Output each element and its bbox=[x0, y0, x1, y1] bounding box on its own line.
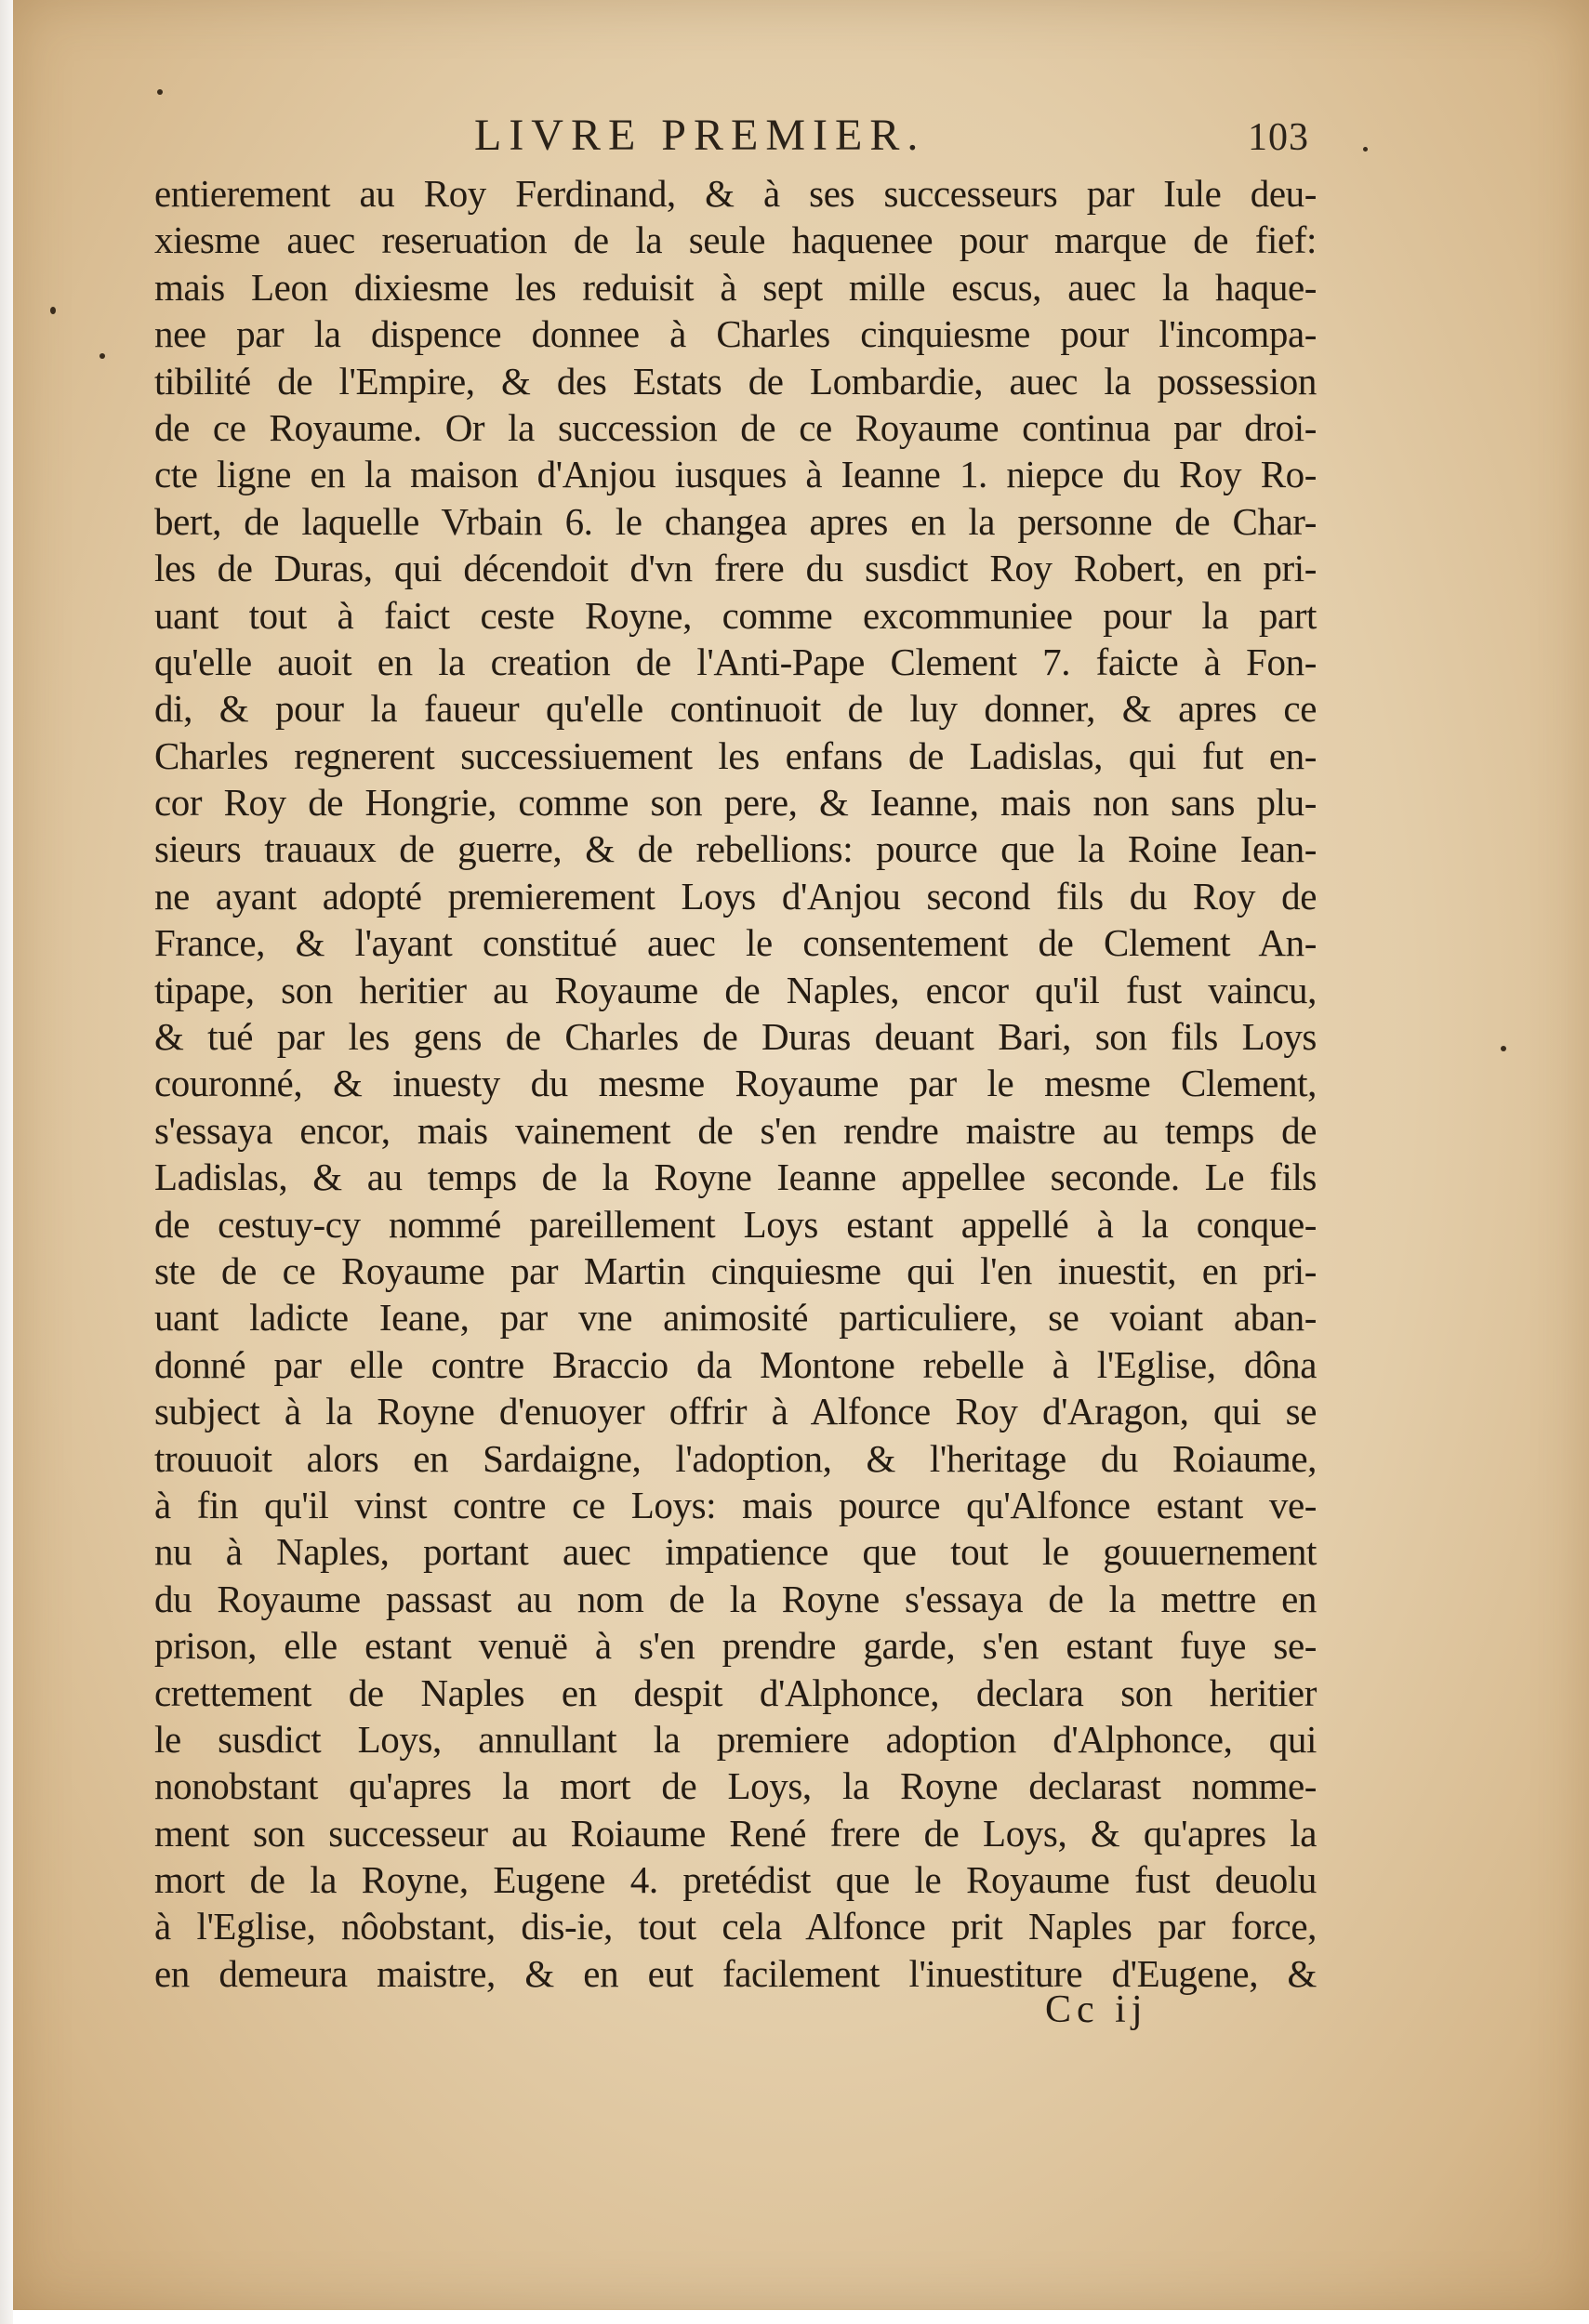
text-line: uant ladicte Ieane, par vne animosité particuliere, se voiant aban- bbox=[154, 1296, 1317, 1340]
text-line: cor Roy de Hongrie, comme son pere, & Ieanne, mais non sans plu- bbox=[154, 781, 1317, 825]
text-line: tibilité de l'Empire, & des Estats de Lombardie, auec la possession bbox=[154, 359, 1317, 403]
text-line: en demeura maistre, & en eut facilement l'inuestiture d'Eugene, & bbox=[154, 1951, 1317, 1995]
ink-spot bbox=[1363, 147, 1368, 152]
page-edge bbox=[0, 0, 13, 2324]
text-line: subject à la Royne d'enuoyer offrir à Alfonce Roy d'Aragon, qui se bbox=[154, 1390, 1317, 1433]
text-line: les de Duras, qui décendoit d'vn frere du susdict Roy Robert, en pri- bbox=[154, 547, 1317, 590]
text-line: ment son successeur au Roiaume René frere de Loys, & qu'apres la bbox=[154, 1811, 1317, 1855]
text-line: ne ayant adopté premierement Loys d'Anjou second fils du Roy de bbox=[154, 874, 1317, 918]
page-number: 103 bbox=[1248, 116, 1309, 159]
text-line: Charles regnerent successiuement les enfans de Ladislas, qui fut en- bbox=[154, 733, 1317, 777]
text-line: le susdict Loys, annullant la premiere adoption d'Alphonce, qui bbox=[154, 1717, 1317, 1761]
ink-spot bbox=[50, 307, 56, 314]
text-line: de cestuy-cy nommé pareillement Loys estant appellé à la conque- bbox=[154, 1202, 1317, 1246]
text-line: ste de ce Royaume par Martin cinquiesme qui l'en inuestit, en pri- bbox=[154, 1248, 1317, 1292]
ink-spot bbox=[157, 89, 163, 95]
ink-spot bbox=[1501, 1046, 1506, 1051]
text-line: couronné, & inuesty du mesme Royaume par le mesme Clement, bbox=[154, 1062, 1317, 1105]
text-line: cte ligne en la maison d'Anjou iusques à Ieanne 1. niepce du Roy Ro- bbox=[154, 453, 1317, 496]
text-line: Ladislas, & au temps de la Royne Ieanne appellee seconde. Le fils bbox=[154, 1155, 1317, 1199]
text-line: mais Leon dixiesme les reduisit à sept mille escus, auec la haque- bbox=[154, 265, 1317, 309]
text-line: tipape, son heritier au Royaume de Naples, encor qu'il fust vaincu, bbox=[154, 968, 1317, 1011]
text-line: uant tout à faict ceste Royne, comme excommuniee pour la part bbox=[154, 593, 1317, 637]
text-line: à l'Eglise, nôobstant, dis-ie, tout cela Alfonce prit Naples par force, bbox=[154, 1905, 1317, 1948]
text-line: nu à Naples, portant auec impatience que tout le gouuernement bbox=[154, 1530, 1317, 1574]
text-line: trouuoit alors en Sardaigne, l'adoption, & l'heritage du Roiaume, bbox=[154, 1436, 1317, 1480]
text-line: nee par la dispence donnee à Charles cinquiesme pour l'incompa- bbox=[154, 312, 1317, 356]
text-line: donné par elle contre Braccio da Montone rebelle à l'Eglise, dôna bbox=[154, 1342, 1317, 1386]
text-line: sieurs trauaux de guerre, & de rebellions: pource que la Roine Iean- bbox=[154, 827, 1317, 871]
text-line: nonobstant qu'apres la mort de Loys, la Royne declarast nomme- bbox=[154, 1764, 1317, 1808]
text-line: France, & l'ayant constitué auec le consentement de Clement An- bbox=[154, 921, 1317, 965]
text-line: xiesme auec reseruation de la seule haquenee pour marque de fief: bbox=[154, 218, 1317, 262]
text-line: mort de la Royne, Eugene 4. pretédist que le Royaume fust deuolu bbox=[154, 1858, 1317, 1902]
ink-spot bbox=[99, 353, 105, 359]
text-line: prison, elle estant venuë à s'en prendre garde, s'en estant fuye se- bbox=[154, 1624, 1317, 1668]
text-line: de ce Royaume. Or la succession de ce Royaume continua par droi- bbox=[154, 405, 1317, 449]
text-line: qu'elle auoit en la creation de l'Anti-Pape Clement 7. faicte à Fon- bbox=[154, 640, 1317, 683]
text-line: & tué par les gens de Charles de Duras deuant Bari, son fils Loys bbox=[154, 1015, 1317, 1059]
text-line: à fin qu'il vinst contre ce Loys: mais pource qu'Alfonce estant ve- bbox=[154, 1483, 1317, 1526]
book-page bbox=[13, 0, 1589, 2310]
text-line: bert, de laquelle Vrbain 6. le changea apres en la personne de Char- bbox=[154, 499, 1317, 543]
running-head: LIVRE PREMIER. bbox=[474, 111, 926, 160]
text-line: du Royaume passast au nom de la Royne s'essaya de la mettre en bbox=[154, 1577, 1317, 1620]
text-line: crettement de Naples en despit d'Alphonce, declara son heritier bbox=[154, 1670, 1317, 1714]
signature-mark: Cc ij bbox=[1045, 1988, 1148, 2031]
body-text bbox=[154, 170, 1317, 1997]
text-line: s'essaya encor, mais vainement de s'en rendre maistre au temps de bbox=[154, 1108, 1317, 1152]
text-line: entierement au Roy Ferdinand, & à ses successeurs par Iule deu- bbox=[154, 172, 1317, 215]
text-line: di, & pour la faueur qu'elle continuoit de luy donner, & apres ce bbox=[154, 687, 1317, 731]
